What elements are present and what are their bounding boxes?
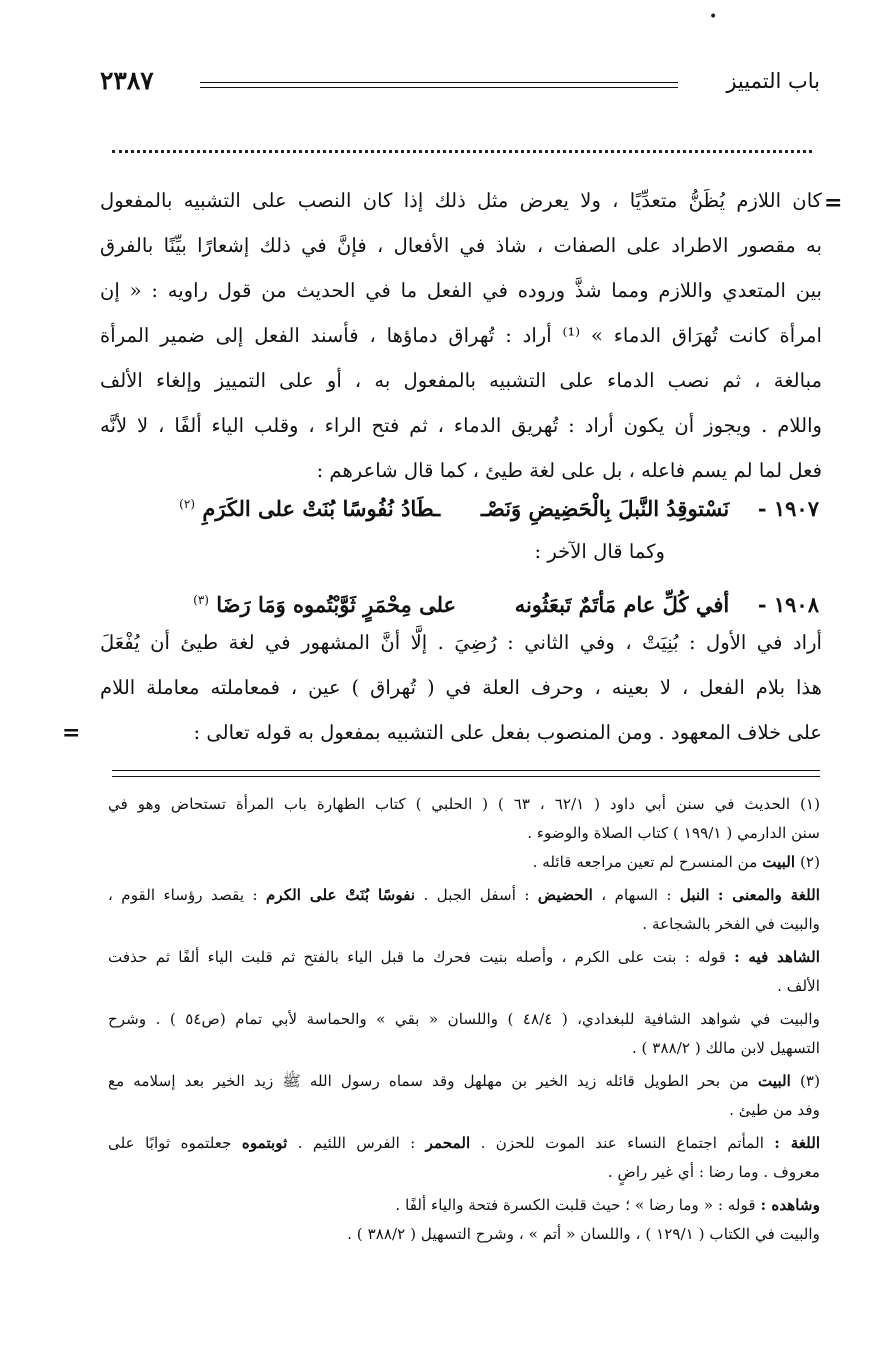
footnote-line: الألف . [777,977,820,995]
footnote-rule [112,776,820,777]
text-line: واللام . ويجوز أن يكون أراد : تُهريق الدماء ، ثم فتح الراء ، وقلب الياء ألفًا ، لا لأنَّه [100,414,822,437]
verse-hemistich-2: على مِحْمَرٍ ثَوَّبْتُموه وَمَا رَضَا [216,592,457,617]
footnote-line: معروف . وما رضا : أي غير راضٍ . [607,1163,820,1181]
verse-1908 [193,580,819,625]
verse-hemistich-1: أفي كُلِّ عام مَأتَمٌ تَبعَثُونه [514,592,730,617]
verse-intro: وكما قال الآخر : [534,540,665,563]
footnote-ref: (٢) [179,497,195,511]
continuation-mark-start: = [824,190,843,216]
stray-dot: • [709,9,718,25]
dotted-separator [112,150,812,153]
chapter-title: باب التمييز [726,69,820,93]
text-line: كان اللازم يُظَنُّ متعدِّيًا ، ولا يعرض مثل ذلك إذا كان النصب على التشبيه بالمفعول [100,189,822,212]
text-line: امرأة كانت تُهرَاق الدماء » ⁽¹⁾ أراد : تُهراق دماؤها ، فأسند الفعل إلى ضمير المرأة [100,324,822,347]
text-line: فعل لما لم يسم فاعله ، بل على لغة طيئ ، كما قال شاعرهم : [316,459,822,482]
page-number: ٢٣٨٧ [100,66,154,95]
text-line: بين المتعدي واللازم ومما شذَّ وروده في الفعل ما في الحديث من قول راويه : « إن [100,279,822,302]
footnote-ref: (٣) [193,593,209,607]
footnotes [108,790,820,1249]
text-line: مبالغة ، ثم نصب الدماء على التشبيه بالمفعول به ، أو على التمييز وإلغاء الألف [100,369,822,392]
footnote-2: (٢) البيت من المنسرح لم تعين مراجعه قائله . [532,853,820,871]
footnote-3: (٣) البيت من بحر الطويل قائله زيد الخير بن مهلهل وقد سماه رسول الله ﷺ زيد الخير بعد إسلامه مع [108,1072,820,1090]
footnote-line: سنن الدارمي ( ١٩٩/١ ) كتاب الصلاة والوضوء . [527,824,820,842]
footnote-rule [112,770,820,771]
footnote-language: اللغة والمعنى : النبل : السهام ، الحضيض : أسفل الجبل . نفوسًا بُنَتْ على الكرم : يقصد رؤساء القوم ، [108,886,820,904]
main-text [100,178,822,493]
text-line: أراد في الأول : بُنِيَتْ ، وفي الثاني : رُضِيَ . إلَّا أنَّ المشهور في لغة طيئ أن يُفْعَلَ [100,631,822,654]
main-text-2 [100,620,822,755]
verse-hemistich-2: ـطَادُ نُفُوسًا بُنَتْ على الكَرَمِ [202,496,441,521]
footnote-line: والبيت في الكتاب ( ١٢٩/١ ) ، واللسان « أتم » ، وشرح التسهيل ( ٣٨٨/٢ ) . [347,1225,820,1243]
text-line: على خلاف المعهود . ومن المنصوب بفعل على التشبيه بمفعول به قوله تعالى : [193,721,822,744]
footnote-language-3: اللغة : المأتم اجتماع النساء عند الموت للحزن . المحمر : الفرس اللئيم . ثوبتموه جعلتموه ثوابًا على [108,1134,820,1152]
footnote-line: والبيت في شواهد الشافية للبغدادي، ( ٤٨/٤ ) واللسان « بقي » والحماسة لأبي تمام (ص٥٤ ) . وشرح [108,1010,820,1028]
footnote-witness: الشاهد فيه : قوله : بنت على الكرم ، وأصله بنيت فحرك ما قبل الياء بالفتح ثم قلبت الياء ألفًا ثم حذفت [108,948,820,966]
footnote-line: وفد من طيئ . [729,1101,820,1119]
verse-1907 [179,484,819,529]
verse-number: ١٩٠٨ - [757,592,819,617]
continuation-mark-end: = [62,720,81,746]
footnote-line: التسهيل لابن مالك ( ٣٨٨/٢ ) . [631,1039,820,1057]
verse-number: ١٩٠٧ - [757,496,819,521]
verse-hemistich-1: نَسْتوقِدُ النَّبلَ بِالْحَضِيضِ وَنَصْـ [480,496,730,521]
text-line: به مقصور الاطراد على الصفات ، شاذ في الأفعال ، فإنَّ في ذلك إشعارًا بيِّنًا بالفرق [100,234,822,257]
footnote-line: والبيت في الفخر بالشجاعة . [642,915,820,933]
footnote-line: (١) الحديث في سنن أبي داود ( ٦٢/١ ، ٦٣ ) ( الحلبي ) كتاب الطهارة باب المرأة تستحاض وهو في [108,795,820,813]
text-line: هذا بلام الفعل ، لا بعينه ، وحرف العلة في ( تُهراق ) عين ، فمعاملته معاملة اللام [100,676,822,699]
header-rule [200,87,678,88]
running-header [100,66,820,100]
footnote-witness-3: وشاهده : قوله : « وما رضا » ؛ حيث قلبت الكسرة فتحة والياء ألفًا . [395,1196,820,1214]
header-rule [200,82,678,83]
